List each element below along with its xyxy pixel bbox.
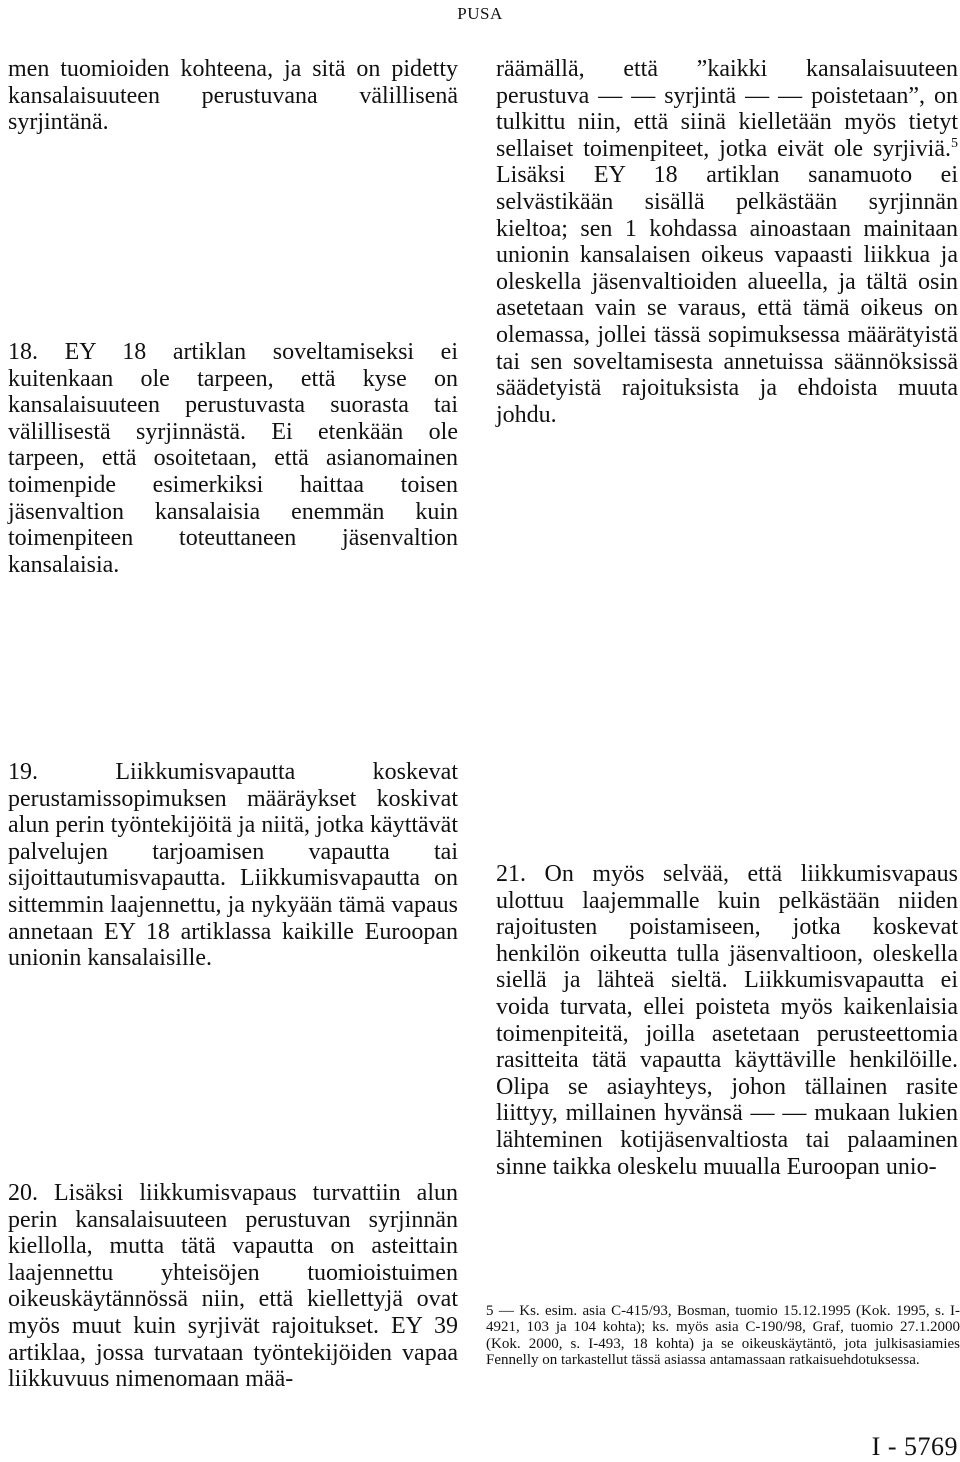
paragraph-text: On myös selvää, että liikkumisvapaus ulottuu laajemmalle kuin pelkästään niiden rajoitusten poistamiseen, jotka koskevat henkilön oikeutta tulla jäsenvaltioon, oleskella siellä ja lähteä sieltä. Liikkumisvapautta ei voida turvata, ellei poisteta myös kaikenlaisia toimenpiteitä, joilla asetetaan perusteettomia rasitteita tätä vapautta käyttäville henkilöille. Olipa se asiayhteys, johon tällainen rasite liittyy, millainen hyvänsä — — mukaan lukien lähteminen kotijäsenvaltiosta tai palaaminen sinne taikka oleskelu muualla Euroopan unio- <box>496 861 958 1180</box>
paragraph-number: 20. <box>8 1180 38 1206</box>
running-header: PUSA <box>457 4 503 23</box>
paragraph-21 <box>496 861 958 1180</box>
paragraph-number: 19. <box>8 759 38 785</box>
paragraph-text: Lisäksi liikkumisvapaus turvattiin alun perin kansalaisuuteen perustuvan syrjinnän kiellolla, mutta tätä vapautta on asteittain laajennettu yhteisöjen tuomioistuimen oikeuskäytännössä niin, että kiellettyjä ovat myös muut kuin syrjivät rajoitukset. EY 39 artiklaa, jossa turvataan työntekijöiden vapaa liikkuvuus nimenomaan mää- <box>8 1180 458 1393</box>
paragraph-20 <box>8 1180 458 1393</box>
footnote-5 <box>486 1303 960 1369</box>
paragraph-number: 18. <box>8 339 38 365</box>
paragraph-text: EY 18 artiklan soveltamiseksi ei kuitenkaan ole tarpeen, että kyse on kansalaisuuteen perustuvasta suorasta tai välillisestä syrjinnästä. Ei etenkään ole tarpeen, että osoitetaan, että asianomainen toimenpide esimerkiksi haittaa toisen jäsenvaltion kansalaisia enemmän kuin toimenpiteen toteuttaneen jäsenvaltion kansalaisia. <box>8 339 458 578</box>
footnote-marker: 5 — <box>486 1303 514 1319</box>
continuation-text: räämällä, että ”kaikki kansalaisuuteen perustuva — — syrjintä — — poistetaan”, on tulkittu niin, että siinä kielletään myös tietyt sellaiset toimenpiteet, jotka eivät ole syrjiviä. <box>496 56 958 162</box>
paragraph-19 <box>8 759 458 972</box>
paragraph-number: 21. <box>496 861 526 887</box>
footnote-text: Ks. esim. asia C-415/93, Bosman, tuomio 15.12.1995 (Kok. 1995, s. I-4921, 103 ja 104 kohta); ks. myös asia C-190/98, Graf, tuomio 27.1.2000 (Kok. 2000, s. I-493, 18 kohta) ja se oikeuskäytäntö, jota julkisasiamies Fennelly on tarkastellut tässä asiassa antamassaan ratkaisuehdotuksessa. <box>486 1303 960 1369</box>
paragraph-text: Liikkumisvapautta koskevat perustamissopimuksen määräykset koskivat alun perin työntekijöitä ja niitä, jotka käyttävät palvelujen tarjoamisen vapautta tai sijoittautumisvapautta. Liikkumisvapautta on sittemmin laajennettu, ja nykyään tämä vapaus annetaan EY 18 artiklassa kaikille Euroopan unionin kansalaisille. <box>8 759 458 972</box>
paragraph-18 <box>8 339 458 578</box>
continuation-text: Lisäksi EY 18 artiklan sanamuoto ei selvästikään sisällä pelkästään syrjinnän kieltoa; sen 1 kohdassa ainoastaan mainitaan unionin kansalaisen oikeus vapaasti liikkua ja oleskella jäsenvaltioiden alueella, ja tältä osin asetetaan vain se varaus, että tämä oikeus on olemassa, jollei tässä sopimuksessa määrätyistä tai sen soveltamisesta annetuissa säännöksissä säädetyistä rajoituksista ja ehdoista muuta johdu. <box>496 162 958 428</box>
page-number: I - 5769 <box>871 1432 958 1461</box>
paragraph-20-continuation <box>496 56 958 428</box>
intro-fragment: men tuomioiden kohteena, ja sitä on pidetty kansalaisuuteen perustuvana välillisenä syrjintänä. <box>8 56 458 136</box>
footnote-reference[interactable]: 5 <box>951 135 958 151</box>
